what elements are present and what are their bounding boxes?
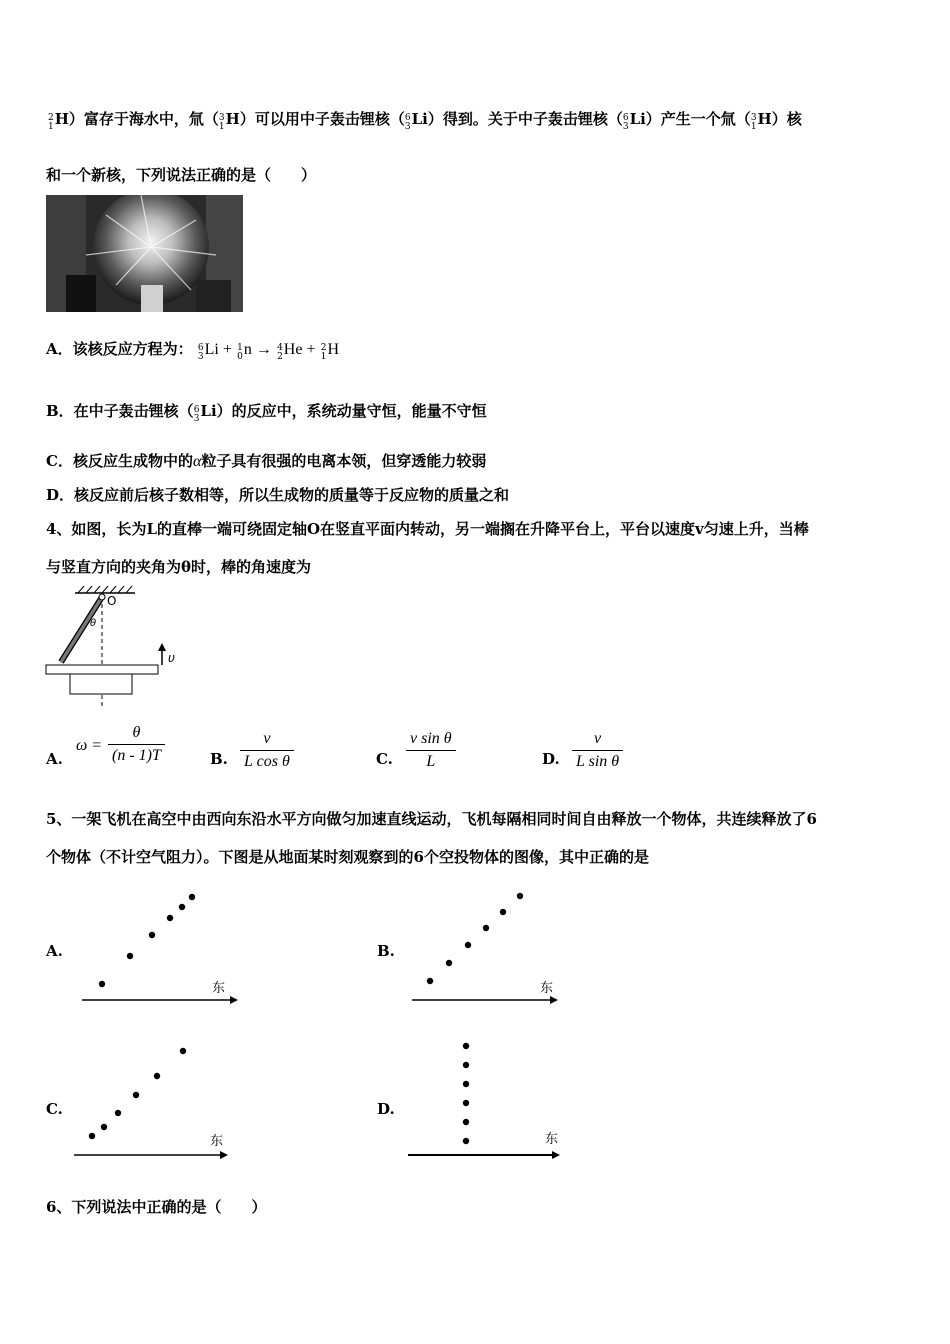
drop-dot: [89, 1133, 95, 1139]
drop-dot: [463, 1062, 469, 1068]
q4-option-a-letter[interactable]: A.: [46, 750, 63, 768]
rod-platform-figure: [40, 585, 190, 710]
drop-dot: [427, 978, 433, 984]
q6-stem: 6、下列说法中正确的是（ ）: [46, 1198, 267, 1216]
drop-dot: [463, 1081, 469, 1087]
q3-option-a[interactable]: A．该核反应方程为： 6 3 Li + 1 0 n → 4 2 He + 2 1 H: [46, 340, 340, 362]
q4-option-c-formula[interactable]: v sin θ L: [406, 730, 456, 771]
drop-dot: [483, 925, 489, 931]
drop-dot: [463, 1100, 469, 1106]
q4-option-c-letter[interactable]: C.: [376, 750, 393, 768]
q5-stem-line2: 个物体（不计空气阻力）。下图是从地面某时刻观察到的6个空投物体的图像，其中正确的是: [46, 848, 649, 866]
q5-option-c-figure[interactable]: [70, 1040, 245, 1165]
q4-option-b-formula[interactable]: v L cos θ: [240, 730, 294, 771]
label-v: υ: [168, 651, 175, 665]
q5-stem-line1: 5、一架飞机在高空中由西向东沿水平方向做匀加速直线运动，飞机每隔相同时间自由释放一个物体，共连续释放了6: [46, 810, 817, 828]
label-theta: θ: [90, 618, 97, 629]
axis-label-east: 东: [212, 981, 226, 996]
q3-option-b[interactable]: B．在中子轰击锂核（ 6 3 Li）的反应中，系统动量守恒，能量不守恒: [46, 402, 487, 424]
q4-stem-line1: 4、如图，长为L的直棒一端可绕固定轴O在竖直平面内转动，另一端搁在升降平台上，平台以速度v匀速上升，当棒: [46, 520, 809, 538]
q5-option-d-letter[interactable]: D.: [377, 1100, 395, 1118]
drop-dot: [154, 1073, 160, 1079]
drop-dot: [189, 894, 195, 900]
q5-option-c-letter[interactable]: C.: [46, 1100, 63, 1118]
q4-option-b-letter[interactable]: B.: [210, 750, 228, 768]
drop-dot: [133, 1092, 139, 1098]
drop-dot: [465, 942, 471, 948]
q3-stem-line1: 2 1 H）富存于海水中，氚（ 3 1 H）可以用中子轰击锂核（ 6 3 Li）得到。关于中子轰击锂核（ 6 3 Li）产生一个氚（ 3 1 H）核: [48, 110, 802, 132]
drop-dot: [179, 904, 185, 910]
q3-option-c[interactable]: C．核反应生成物中的α粒子具有很强的电离本领，但穿透能力较弱: [46, 452, 487, 470]
drop-dot: [99, 981, 105, 987]
drop-dot: [101, 1124, 107, 1130]
drop-dot: [127, 953, 133, 959]
drop-dot: [463, 1043, 469, 1049]
drop-dot: [167, 915, 173, 921]
q4-stem-line2: 与竖直方向的夹角为θ时，棒的角速度为: [46, 558, 312, 576]
q4-option-d-letter[interactable]: D.: [542, 750, 560, 768]
drop-dot: [180, 1048, 186, 1054]
axis-label-east: 东: [545, 1132, 559, 1147]
axis-label-east: 东: [540, 981, 554, 996]
q4-option-a-lhs: ω =: [76, 737, 103, 754]
drop-dot: [517, 893, 523, 899]
q5-option-b-figure[interactable]: [400, 880, 575, 1010]
q5-option-b-letter[interactable]: B.: [377, 942, 395, 960]
axis-label-east: 东: [210, 1134, 224, 1149]
q5-option-d-figure[interactable]: [400, 1035, 575, 1165]
drop-dot: [463, 1138, 469, 1144]
q4-option-d-formula[interactable]: v L sin θ: [572, 730, 623, 771]
q4-option-a-formula[interactable]: θ (n - 1)T: [108, 724, 165, 765]
label-o: O: [107, 594, 117, 608]
q5-option-a-figure[interactable]: [70, 880, 245, 1010]
q3-stem-line2: 和一个新核，下列说法正确的是（ ）: [46, 166, 317, 184]
drop-dot: [500, 909, 506, 915]
drop-dot: [446, 960, 452, 966]
q5-option-a-letter[interactable]: A.: [46, 942, 63, 960]
isotope-h2: 2 1: [48, 113, 54, 132]
plasma-ball-photo: [46, 195, 243, 312]
drop-dot: [463, 1119, 469, 1125]
q3-option-d[interactable]: D．核反应前后核子数相等，所以生成物的质量等于反应物的质量之和: [46, 486, 510, 504]
drop-dot: [115, 1110, 121, 1116]
drop-dot: [149, 932, 155, 938]
